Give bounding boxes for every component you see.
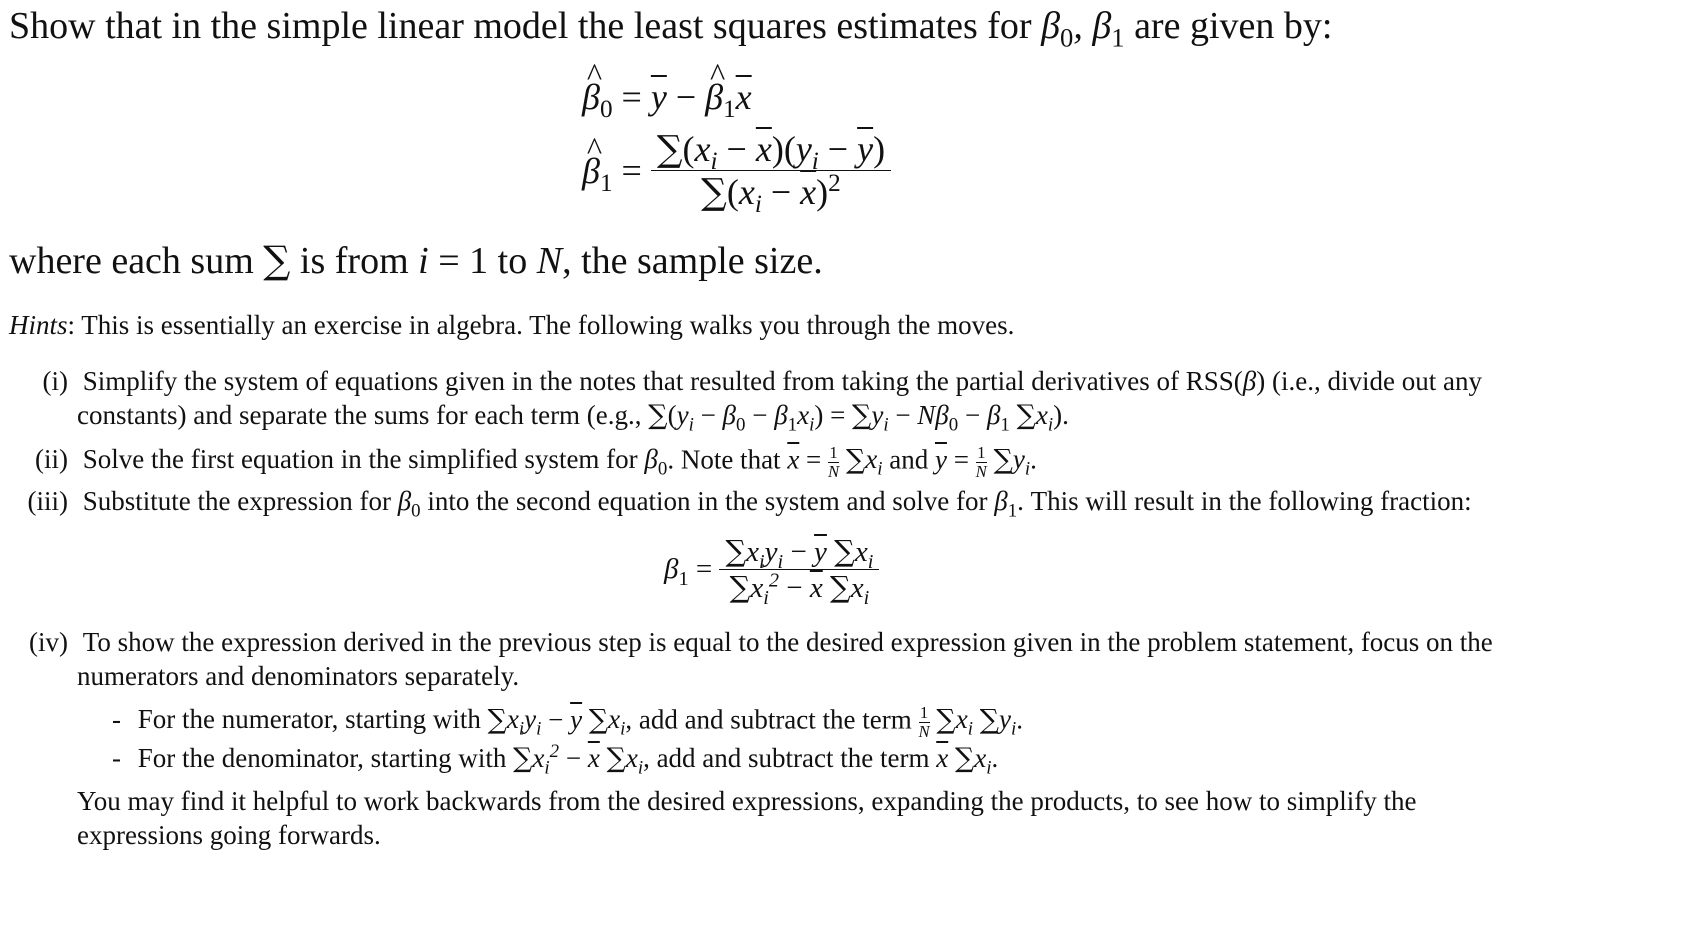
problem-statement: Show that in the simple linear model the least squares estimates for $\beta_0$, $\beta_1$ are given by: — [9, 5, 1333, 53]
symbol-one: 1 — [469, 240, 489, 282]
where-text-2: is from — [299, 240, 409, 282]
step-iv-label: (iv) — [29, 627, 68, 657]
step-iii: (iii) Substitute the expression for $\beta_0$ into the second equation in the system and solve for $\beta_1$. This will result in the following fraction: — [19, 486, 1472, 517]
step-iv — [21, 627, 1493, 658]
closing-line1: You may find it helpful to work backwards from the desired expressions, expanding the products, to see how to simplify the — [77, 786, 1417, 816]
step-i-label: (i) — [42, 366, 68, 396]
bullet-numerator-text-b: , add and subtract the term — [625, 704, 912, 735]
bullet-numerator: - For the numerator, starting with $\sum x_iy_i - \overline{y}$ $\sum x_i$, add and subtract the term $\frac{1}{N}$ $\sum x_i$ $\sum y_i$. — [112, 703, 1023, 741]
step-ii: (ii) Solve the first equation in the simplified system for $\beta_0$. Note that $\overline{x}$ = $\frac{1}{N}$ $\sum x_i$ and $\overline{y}$ = $\frac{1}{N}$ $\sum y_i$. — [27, 444, 1037, 480]
step-ii-text-b: . Note that — [667, 444, 781, 475]
step-iii-text-a: Substitute the expression for — [82, 486, 391, 516]
statement-prefix: Show that in the simple linear model the least squares estimates for — [9, 5, 1032, 47]
step-ii-text-c: and — [889, 444, 929, 475]
bullet-numerator-text-a: For the numerator, starting with — [137, 704, 481, 735]
bullet-denominator-text-a: For the denominator, starting with — [137, 743, 507, 773]
sum-definition: where each sum ∑ is from i = 1 to N, the sample size. — [9, 238, 823, 282]
where-text-3: to — [497, 240, 528, 282]
step-iii-text-c: . This will result in the following fraction: — [1017, 486, 1472, 516]
symbol-N: N — [536, 240, 563, 282]
statement-suffix: are given by: — [1134, 5, 1333, 47]
hints-text: : This is essentially an exercise in algebra. The following walks you through the moves. — [67, 310, 1015, 340]
closing-line2: expressions going forwards. — [77, 820, 381, 850]
step-ii-label: (ii) — [35, 444, 68, 475]
step-iv-line1: To show the expression derived in the previous step is equal to the desired expression given in the problem statement, focus on the — [82, 627, 1493, 657]
step-iii-text-b: into the second equation in the system and solve for — [427, 486, 988, 516]
step-i-line2: constants) and separate the sums for each term (e.g., $\sum(y_i - \beta_0 - \beta_1x_i) = \sum y_i - N\beta_0 - \beta_1$ $\sum x_i$). — [77, 400, 1069, 436]
step-i-text-b: (i.e., divide out any — [1272, 366, 1482, 396]
hints-label: Hints — [9, 310, 68, 340]
equation-beta1: ^ $\beta_1$ = $\frac{\sum(x_i - \overline{x})(y_i - \overline{y})}{\sum(x_i - \overline{x})^2}$ — [582, 128, 891, 213]
hints-intro — [9, 310, 1014, 341]
step-i-text-c: constants) and separate the sums for each term (e.g., — [77, 400, 642, 430]
step-i: (i) Simplify the system of equations given in the notes that resulted from taking the partial derivatives of RSS(β) (i.e., divide out any — [34, 366, 1482, 397]
where-text-4: , the sample size. — [562, 240, 823, 282]
step-ii-text-a: Solve the first equation in the simplified system for — [82, 444, 638, 475]
where-text: where each sum — [9, 240, 254, 282]
step-iv-line2: numerators and denominators separately. — [77, 661, 520, 691]
step-iii-label: (iii) — [27, 486, 68, 516]
bullet-denominator: - For the denominator, starting with $\sum x_i^2 - \overline{x}$ $\sum x_i$, add and subtract the term $\overline{x}$ $\sum x_i$. — [112, 741, 999, 779]
equation-derived-beta1: $\beta_1$ = $\frac{\sum x_iy_i - \overline{y} \sum x_i}{\sum x_i^2 - \overline{x} \sum x_i}$ — [664, 534, 879, 605]
step-i-text-a: Simplify the system of equations given in the notes that resulted from taking the partial derivatives of RSS — [82, 366, 1234, 396]
bullet-denominator-text-b: , add and subtract the term — [643, 743, 930, 773]
equation-beta0: ^ $\beta_0 = \overline{y}$ − ^ $\beta_1\overline{x}$ — [582, 76, 752, 118]
